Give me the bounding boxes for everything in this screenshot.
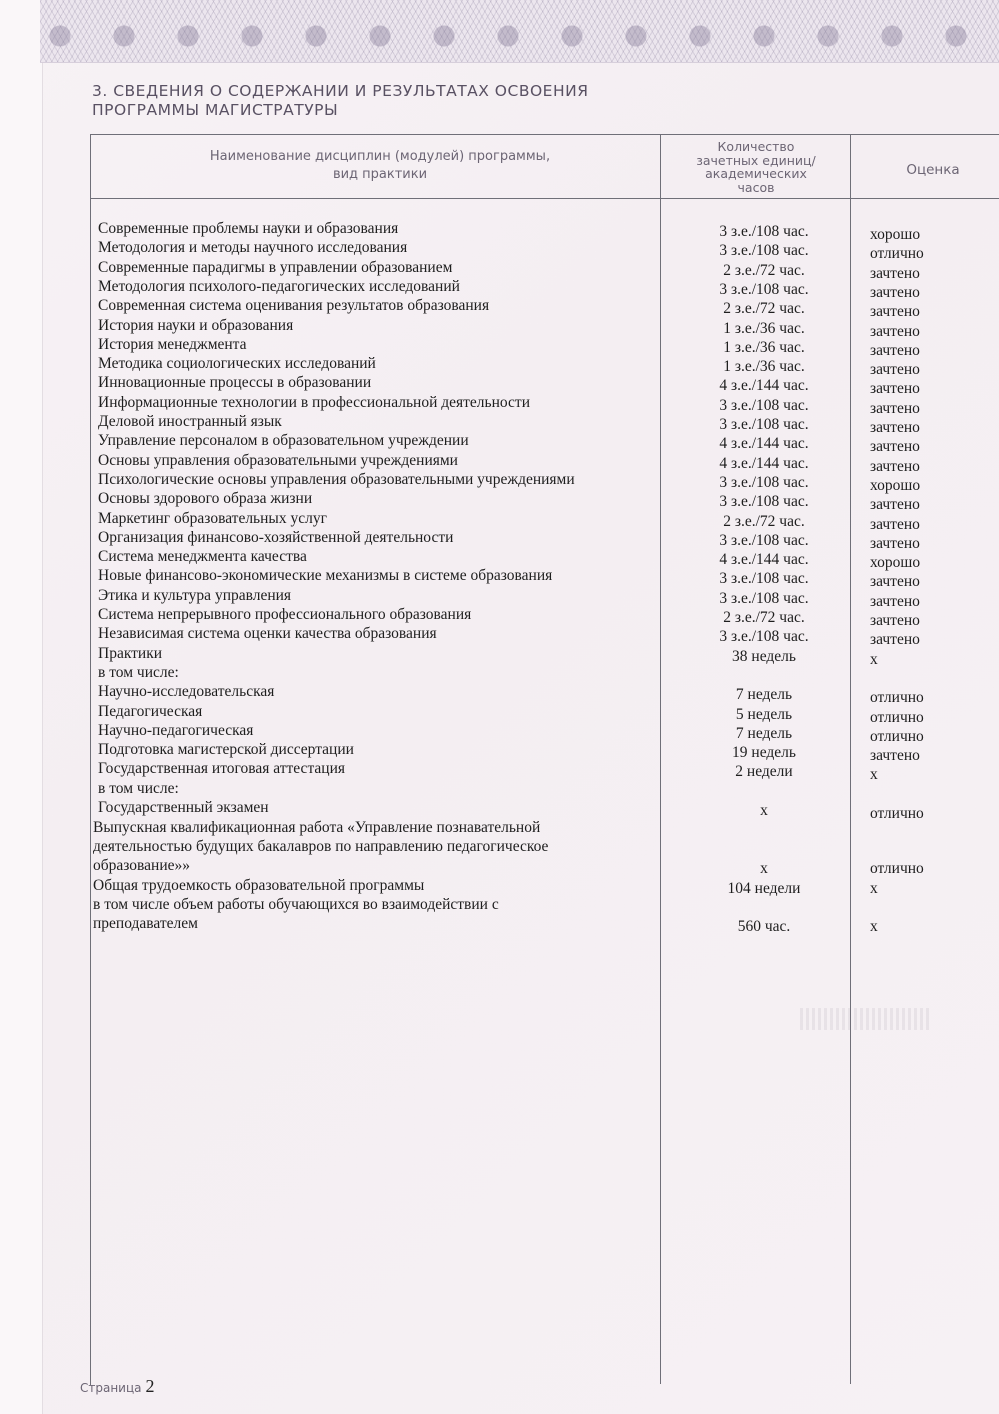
discipline-name: Деловой иностранный язык <box>98 413 282 430</box>
discipline-grade: зачтено <box>870 438 920 456</box>
discipline-name: Система менеджмента качества <box>98 548 307 566</box>
discipline-grade: зачтено <box>870 747 920 765</box>
discipline-name: Современные проблемы науки и образования <box>98 220 399 237</box>
discipline-credits: 3 з.е./108 час. <box>719 531 809 549</box>
contact-credits: 560 час. <box>737 918 791 935</box>
discipline-name: Маркетинг образовательных услуг <box>98 509 327 527</box>
discipline-name: в том числе: <box>98 663 179 681</box>
discipline-name: История науки и образования <box>98 316 294 334</box>
discipline-grade: отлично <box>870 689 924 707</box>
discipline-name: Основы управления образовательными учреждениями <box>98 451 458 469</box>
total-grade: х <box>870 880 878 897</box>
header-text: вид практики <box>332 167 428 182</box>
discipline-name: Современные парадигмы в управлении образованием <box>98 258 453 276</box>
discipline-credits: 3 з.е./108 час. <box>719 628 809 646</box>
discipline-grade: зачтено <box>870 534 920 552</box>
discipline-grade: х <box>870 766 878 784</box>
discipline-credits: 38 недель <box>732 647 796 665</box>
discipline-credits: 2 з.е./72 час. <box>723 512 805 530</box>
discipline-credits: 7 недель <box>735 686 793 704</box>
discipline-grade: отлично <box>870 245 924 263</box>
discipline-credits: 1 з.е./36 час. <box>723 338 805 356</box>
thesis-line: Выпускная квалификационная работа «Управление познавательной <box>93 819 541 836</box>
discipline-name: Методика социологических исследований <box>98 355 376 373</box>
discipline-grade: зачтено <box>870 399 920 417</box>
thesis-line: образование»» <box>93 857 191 874</box>
discipline-credits: 2 недели <box>735 763 793 781</box>
discipline-name: Подготовка магистерской диссертации <box>98 741 354 759</box>
discipline-credits: 1 з.е./36 час. <box>723 319 805 337</box>
discipline-credits: 3 з.е./108 час. <box>719 473 809 491</box>
discipline-name: Новые финансово-экономические механизмы в системе образования <box>98 567 553 585</box>
thesis-grade: отлично <box>870 860 924 877</box>
discipline-credits: 3 з.е./108 час. <box>719 493 809 511</box>
discipline-grade: х <box>870 650 878 668</box>
discipline-name: Современная система оценивания результатов образования <box>98 297 490 315</box>
discipline-grade: зачтено <box>870 341 920 359</box>
total-name: Общая трудоемкость образовательной программы <box>93 877 425 894</box>
discipline-grade: зачтено <box>870 419 920 436</box>
discipline-grade: зачтено <box>870 264 920 282</box>
discipline-grade: отлично <box>870 805 924 822</box>
discipline-grade: зачтено <box>870 515 920 533</box>
discipline-grade: зачтено <box>870 592 920 610</box>
page-footer <box>80 1376 155 1397</box>
discipline-grade: зачтено <box>870 380 920 398</box>
discipline-name: Этика и культура управления <box>98 586 292 604</box>
discipline-grade: зачтено <box>870 361 920 379</box>
discipline-credits: 4 з.е./144 час. <box>719 454 809 472</box>
contact-hours-name <box>93 895 613 933</box>
discipline-name: в том числе: <box>98 779 179 797</box>
column-divider <box>660 134 661 1384</box>
discipline-grade: зачтено <box>870 283 920 301</box>
header-text: Количество <box>717 139 795 154</box>
discipline-credits: 3 з.е./108 час. <box>719 570 809 588</box>
header-text: зачетных единиц/ <box>696 152 816 168</box>
discipline-name: Государственный экзамен <box>98 799 269 816</box>
discipline-credits: 2 з.е./72 час. <box>723 609 805 626</box>
discipline-grade: хорошо <box>870 554 921 572</box>
discipline-credits: 3 з.е./108 час. <box>719 416 809 433</box>
discipline-name: Организация финансово-хозяйственной деятельности <box>98 528 454 546</box>
discipline-name: История менеджмента <box>98 335 247 353</box>
discipline-name: Методология психолого-педагогических исследований <box>98 277 460 295</box>
discipline-grade: зачтено <box>870 573 920 591</box>
contact-grade: х <box>870 918 878 935</box>
discipline-name: Педагогическая <box>98 702 203 720</box>
page-fold-strip <box>0 0 43 1414</box>
contact-line: преподавателем <box>93 915 198 932</box>
discipline-grade: зачтено <box>870 631 920 649</box>
discipline-name: Система непрерывного профессионального образования <box>98 606 472 623</box>
discipline-name: Информационные технологии в профессиональной деятельности <box>98 393 530 411</box>
header-text: часов <box>737 179 775 195</box>
discipline-name: Научно-педагогическая <box>98 721 254 739</box>
security-pattern-border <box>40 0 999 63</box>
section-title-line: 3. СВЕДЕНИЯ О СОДЕРЖАНИИ И РЕЗУЛЬТАТАХ ОСВОЕНИЯ <box>92 82 589 100</box>
discipline-name: Практики <box>98 644 163 662</box>
discipline-credits: 2 з.е./72 час. <box>723 261 805 279</box>
section-title-line: ПРОГРАММЫ МАГИСТРАТУРЫ <box>92 101 339 119</box>
header-grade: Оценка <box>906 162 960 178</box>
discipline-grade: отлично <box>870 708 924 726</box>
discipline-credits: 5 недель <box>735 705 793 723</box>
discipline-credits: х <box>760 802 768 819</box>
discipline-name: Научно-исследовательская <box>98 683 275 701</box>
discipline-name: Основы здорового образа жизни <box>98 490 313 508</box>
discipline-credits: 3 з.е./108 час. <box>719 242 809 260</box>
discipline-name: Инновационные процессы в образовании <box>98 374 372 392</box>
total-credits: 104 недели <box>727 880 801 897</box>
thesis-credits: х <box>760 860 768 877</box>
discipline-grade: отлично <box>870 727 924 745</box>
discipline-grade: хорошо <box>870 226 921 243</box>
discipline-credits: 2 з.е./72 час. <box>723 300 805 318</box>
thesis-line: деятельностью будущих бакалавров по направлению педагогическое <box>93 838 549 855</box>
discipline-credits: 3 з.е./108 час. <box>719 280 809 298</box>
discipline-name: Психологические основы управления образовательными учреждениями <box>98 470 575 488</box>
discipline-grade: зачтено <box>870 612 920 629</box>
discipline-name: Методология и методы научного исследования <box>98 239 408 257</box>
discipline-credits: 1 з.е./36 час. <box>723 358 805 376</box>
header-credits <box>668 140 844 194</box>
footer-label: Страница <box>80 1381 142 1395</box>
header-divider <box>90 198 999 199</box>
discipline-credits: 3 з.е./108 час. <box>719 589 809 607</box>
section-title <box>92 82 652 120</box>
discipline-grade: зачтено <box>870 457 920 475</box>
discipline-credits: 4 з.е./144 час. <box>719 435 809 453</box>
discipline-credits: 3 з.е./108 час. <box>719 396 809 414</box>
discipline-credits: 7 недель <box>735 724 793 742</box>
contact-line: в том числе объем работы обучающихся во взаимодействии с <box>93 896 499 913</box>
discipline-credits: 3 з.е./108 час. <box>719 223 809 240</box>
discipline-name: Государственная итоговая аттестация <box>98 760 346 778</box>
discipline-name: Управление персоналом в образовательном учреждении <box>98 432 469 450</box>
discipline-credits: 4 з.е./144 час. <box>719 377 809 395</box>
header-discipline-name <box>110 148 650 184</box>
discipline-name: Независимая система оценки качества образования <box>98 625 437 643</box>
discipline-grade: хорошо <box>870 476 921 494</box>
faded-stamp-number <box>800 1008 930 1030</box>
discipline-credits: 4 з.е./144 час. <box>719 551 809 569</box>
thesis-name <box>93 818 613 875</box>
page-number: 2 <box>145 1376 155 1396</box>
discipline-credits: 19 недель <box>732 744 796 762</box>
header-text: Наименование дисциплин (модулей) программы, <box>209 149 551 164</box>
discipline-grade: зачтено <box>870 322 920 340</box>
header-text: академических <box>705 166 807 181</box>
discipline-grade: зачтено <box>870 303 920 321</box>
discipline-grade: зачтено <box>870 496 920 514</box>
